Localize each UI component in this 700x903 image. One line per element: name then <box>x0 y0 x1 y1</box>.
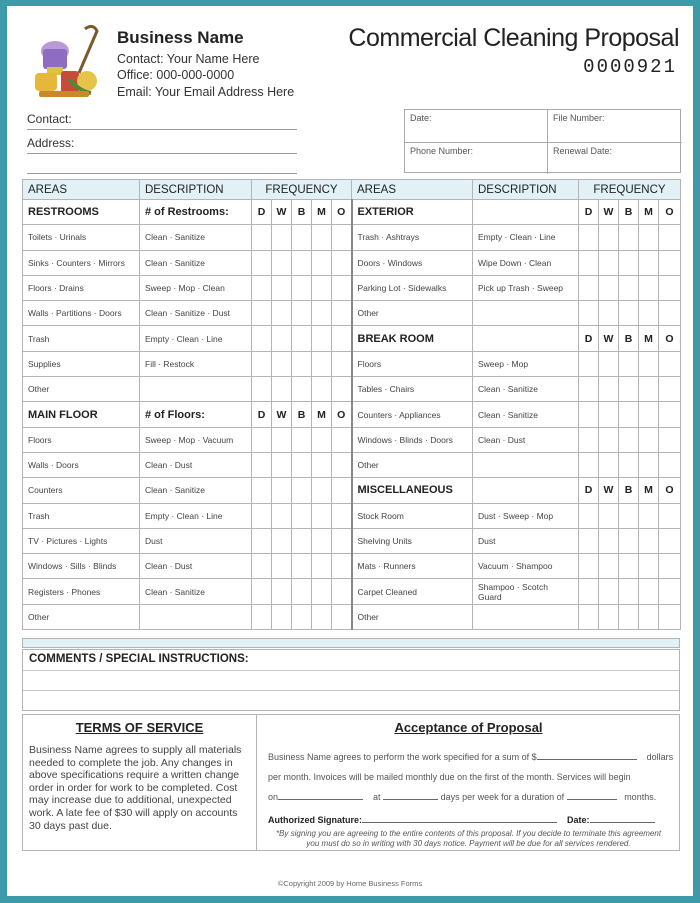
frequency-checkbox[interactable] <box>659 452 681 477</box>
frequency-checkbox[interactable] <box>332 554 352 579</box>
comments-title: COMMENTS / SPECIAL INSTRUCTIONS: <box>29 653 249 665</box>
frequency-checkbox[interactable] <box>639 402 659 427</box>
area-cell: Tables · Chairs <box>352 377 473 402</box>
frequency-letter: O <box>659 478 681 503</box>
frequency-checkbox[interactable] <box>292 225 312 250</box>
description-cell: Sweep · Mop · Vacuum <box>140 427 252 452</box>
frequency-checkbox[interactable] <box>619 427 639 452</box>
address-field[interactable]: Address: <box>27 136 297 154</box>
grid-row <box>23 351 681 376</box>
description-cell: Clean · Sanitize · Dust <box>140 301 252 326</box>
description-cell: Shampoo · Scotch Guard <box>473 579 579 604</box>
frequency-checkbox[interactable] <box>619 452 639 477</box>
frequency-letter: W <box>599 326 619 351</box>
area-cell: Floors <box>23 427 140 452</box>
description-header: DESCRIPTION <box>140 180 252 200</box>
frequency-letter: O <box>332 402 352 427</box>
frequency-checkbox[interactable] <box>272 427 292 452</box>
description-cell: Clean · Dust <box>140 452 252 477</box>
frequency-checkbox[interactable] <box>252 528 272 553</box>
renewal-date-field[interactable]: Renewal Date: <box>553 146 613 156</box>
grid-row <box>23 402 681 427</box>
frequency-checkbox[interactable] <box>579 452 599 477</box>
area-cell: Floors <box>352 351 473 376</box>
frequency-letter: B <box>292 200 312 225</box>
area-cell: Parking Lot · Sidewalks <box>352 275 473 300</box>
frequency-checkbox[interactable] <box>272 351 292 376</box>
frequency-checkbox[interactable] <box>252 250 272 275</box>
frequency-checkbox[interactable] <box>619 301 639 326</box>
acceptance-title: Acceptance of Proposal <box>394 720 543 735</box>
frequency-checkbox[interactable] <box>312 275 332 300</box>
frequency-checkbox[interactable] <box>659 427 681 452</box>
frequency-checkbox[interactable] <box>639 427 659 452</box>
proposal-number: 0000921 <box>583 56 677 78</box>
section-count-label: # of Restrooms: <box>140 200 252 225</box>
frequency-checkbox[interactable] <box>332 604 352 629</box>
description-cell: Clean · Dust <box>473 427 579 452</box>
section-heading: EXTERIOR <box>352 200 473 225</box>
area-cell: Shelving Units <box>352 528 473 553</box>
terms-and-acceptance <box>22 714 680 851</box>
frequency-letter: M <box>312 200 332 225</box>
frequency-checkbox[interactable] <box>312 377 332 402</box>
frequency-checkbox[interactable] <box>312 250 332 275</box>
frequency-checkbox[interactable] <box>579 427 599 452</box>
description-cell <box>140 604 252 629</box>
frequency-checkbox[interactable] <box>332 351 352 376</box>
frequency-checkbox[interactable] <box>619 351 639 376</box>
frequency-checkbox[interactable] <box>332 478 352 503</box>
grid-row <box>23 200 681 225</box>
frequency-checkbox[interactable] <box>292 452 312 477</box>
area-cell: Counters <box>23 478 140 503</box>
frequency-checkbox[interactable] <box>292 427 312 452</box>
frequency-letter: O <box>659 200 681 225</box>
frequency-checkbox[interactable] <box>639 554 659 579</box>
frequency-checkbox[interactable] <box>619 250 639 275</box>
description-cell: Clean · Sanitize <box>473 377 579 402</box>
area-cell: Windows · Blinds · Doors <box>352 427 473 452</box>
frequency-checkbox[interactable] <box>659 503 681 528</box>
start-date-field[interactable] <box>278 792 363 800</box>
terms-title: TERMS OF SERVICE <box>75 720 204 735</box>
grid-header-row <box>23 180 681 200</box>
frequency-checkbox[interactable] <box>292 503 312 528</box>
frequency-checkbox[interactable] <box>312 301 332 326</box>
frequency-checkbox[interactable] <box>292 326 312 351</box>
frequency-checkbox[interactable] <box>639 301 659 326</box>
frequency-checkbox[interactable] <box>619 275 639 300</box>
frequency-header: FREQUENCY <box>579 180 681 200</box>
frequency-checkbox[interactable] <box>332 326 352 351</box>
signature-line: Authorized Signature: Date: <box>268 815 655 825</box>
description-cell: Sweep · Mop <box>473 351 579 376</box>
frequency-checkbox[interactable] <box>599 377 619 402</box>
frequency-letter: W <box>272 200 292 225</box>
section-count-label <box>473 478 579 503</box>
frequency-checkbox[interactable] <box>252 604 272 629</box>
frequency-checkbox[interactable] <box>639 452 659 477</box>
frequency-checkbox[interactable] <box>579 301 599 326</box>
grid-footer-band <box>22 638 680 648</box>
frequency-checkbox[interactable] <box>579 579 599 604</box>
sum-field[interactable] <box>537 752 637 760</box>
frequency-checkbox[interactable] <box>292 478 312 503</box>
file-number-field[interactable]: File Number: <box>553 113 605 123</box>
area-cell: Other <box>23 377 140 402</box>
acceptance-line-3: on at days per week for a duration of months. <box>268 792 657 802</box>
description-cell: Empty · Clean · Line <box>473 225 579 250</box>
frequency-checkbox[interactable] <box>252 225 272 250</box>
frequency-letter: D <box>579 326 599 351</box>
frequency-checkbox[interactable] <box>252 452 272 477</box>
frequency-checkbox[interactable] <box>332 275 352 300</box>
area-cell: Supplies <box>23 351 140 376</box>
area-cell: Registers · Phones <box>23 579 140 604</box>
frequency-checkbox[interactable] <box>272 275 292 300</box>
section-heading: RESTROOMS <box>23 200 140 225</box>
frequency-checkbox[interactable] <box>312 579 332 604</box>
frequency-checkbox[interactable] <box>659 301 681 326</box>
description-cell <box>473 604 579 629</box>
areas-header: AREAS <box>23 180 140 200</box>
frequency-checkbox[interactable] <box>332 579 352 604</box>
grid-row <box>23 554 681 579</box>
frequency-checkbox[interactable] <box>332 250 352 275</box>
frequency-checkbox[interactable] <box>579 250 599 275</box>
grid-row <box>23 503 681 528</box>
frequency-checkbox[interactable] <box>332 528 352 553</box>
frequency-checkbox[interactable] <box>659 604 681 629</box>
frequency-checkbox[interactable] <box>332 225 352 250</box>
grid-row <box>23 478 681 503</box>
area-cell: Walls · Partitions · Doors <box>23 301 140 326</box>
contact-line: Contact: Your Name Here <box>117 52 260 66</box>
area-cell: Trash <box>23 326 140 351</box>
frequency-checkbox[interactable] <box>639 528 659 553</box>
frequency-checkbox[interactable] <box>332 377 352 402</box>
frequency-checkbox[interactable] <box>272 503 292 528</box>
frequency-letter: M <box>639 200 659 225</box>
frequency-checkbox[interactable] <box>639 351 659 376</box>
frequency-checkbox[interactable] <box>659 528 681 553</box>
area-cell: Sinks · Counters · Mirrors <box>23 250 140 275</box>
frequency-letter: M <box>312 402 332 427</box>
frequency-checkbox[interactable] <box>619 503 639 528</box>
description-cell: Clean · Sanitize <box>140 478 252 503</box>
description-cell: Fill · Restock <box>140 351 252 376</box>
description-cell: Clean · Sanitize <box>140 225 252 250</box>
description-cell <box>473 452 579 477</box>
frequency-checkbox[interactable] <box>292 275 312 300</box>
frequency-checkbox[interactable] <box>639 579 659 604</box>
frequency-checkbox[interactable] <box>659 554 681 579</box>
frequency-checkbox[interactable] <box>292 528 312 553</box>
description-cell: Dust <box>473 528 579 553</box>
frequency-letter: D <box>252 402 272 427</box>
frequency-checkbox[interactable] <box>332 503 352 528</box>
copyright: ©Copyright 2009 by Home Business Forms <box>277 879 423 888</box>
frequency-header: FREQUENCY <box>252 180 352 200</box>
signature-field[interactable] <box>362 815 557 823</box>
description-cell: Clean · Sanitize <box>140 250 252 275</box>
area-cell: Windows · Sills · Blinds <box>23 554 140 579</box>
frequency-checkbox[interactable] <box>292 301 312 326</box>
frequency-checkbox[interactable] <box>599 452 619 477</box>
acceptance-line-2: per month. Invoices will be mailed monthly due on the first of the month. Services will begin <box>268 772 631 782</box>
grid-row <box>23 275 681 300</box>
grid-row <box>23 301 681 326</box>
frequency-checkbox[interactable] <box>599 579 619 604</box>
frequency-checkbox[interactable] <box>619 579 639 604</box>
grid-row <box>23 452 681 477</box>
description-cell: Pick up Trash · Sweep <box>473 275 579 300</box>
frequency-checkbox[interactable] <box>312 427 332 452</box>
frequency-checkbox[interactable] <box>599 351 619 376</box>
frequency-checkbox[interactable] <box>619 402 639 427</box>
section-heading: MISCELLANEOUS <box>352 478 473 503</box>
frequency-checkbox[interactable] <box>252 301 272 326</box>
grid-row <box>23 604 681 629</box>
section-count-label <box>473 200 579 225</box>
area-cell: Trash <box>23 503 140 528</box>
frequency-checkbox[interactable] <box>659 351 681 376</box>
frequency-checkbox[interactable] <box>332 427 352 452</box>
frequency-checkbox[interactable] <box>579 554 599 579</box>
frequency-checkbox[interactable] <box>312 554 332 579</box>
frequency-letter: D <box>579 200 599 225</box>
section-count-label <box>473 326 579 351</box>
frequency-checkbox[interactable] <box>579 225 599 250</box>
grid-row <box>23 250 681 275</box>
frequency-letter: M <box>639 478 659 503</box>
frequency-checkbox[interactable] <box>619 554 639 579</box>
frequency-checkbox[interactable] <box>252 351 272 376</box>
frequency-checkbox[interactable] <box>579 402 599 427</box>
frequency-checkbox[interactable] <box>579 275 599 300</box>
description-cell <box>473 301 579 326</box>
frequency-checkbox[interactable] <box>292 351 312 376</box>
frequency-checkbox[interactable] <box>579 377 599 402</box>
area-cell: Walls · Doors <box>23 452 140 477</box>
areas-header: AREAS <box>352 180 473 200</box>
area-cell: TV · Pictures · Lights <box>23 528 140 553</box>
frequency-checkbox[interactable] <box>599 554 619 579</box>
grid-row <box>23 528 681 553</box>
area-cell: Carpet Cleaned <box>352 579 473 604</box>
frequency-letter: D <box>579 478 599 503</box>
frequency-checkbox[interactable] <box>579 528 599 553</box>
frequency-checkbox[interactable] <box>272 301 292 326</box>
description-cell: Empty · Clean · Line <box>140 326 252 351</box>
frequency-checkbox[interactable] <box>252 503 272 528</box>
frequency-letter: W <box>599 478 619 503</box>
frequency-checkbox[interactable] <box>292 250 312 275</box>
frequency-checkbox[interactable] <box>659 275 681 300</box>
frequency-checkbox[interactable] <box>599 275 619 300</box>
frequency-checkbox[interactable] <box>599 250 619 275</box>
frequency-checkbox[interactable] <box>272 579 292 604</box>
area-cell: Mats · Runners <box>352 554 473 579</box>
proposal-page <box>7 6 693 896</box>
area-cell: Floors · Drains <box>23 275 140 300</box>
address-field-line2[interactable] <box>27 156 297 174</box>
grid-row <box>23 225 681 250</box>
area-cell: Toilets · Urinals <box>23 225 140 250</box>
description-cell: Empty · Clean · Line <box>140 503 252 528</box>
frequency-checkbox[interactable] <box>252 377 272 402</box>
frequency-checkbox[interactable] <box>292 579 312 604</box>
duration-field[interactable] <box>567 792 617 800</box>
frequency-checkbox[interactable] <box>252 554 272 579</box>
frequency-checkbox[interactable] <box>659 377 681 402</box>
email-line: Email: Your Email Address Here <box>117 85 295 99</box>
frequency-checkbox[interactable] <box>332 301 352 326</box>
acceptance-line-1: Business Name agrees to perform the work specified for a sum of $ dollars <box>268 752 674 762</box>
frequency-checkbox[interactable] <box>579 351 599 376</box>
grid-row <box>23 579 681 604</box>
frequency-checkbox[interactable] <box>619 604 639 629</box>
frequency-checkbox[interactable] <box>272 554 292 579</box>
info-box <box>404 109 681 173</box>
description-cell: Dust · Sweep · Mop <box>473 503 579 528</box>
frequency-checkbox[interactable] <box>272 528 292 553</box>
frequency-checkbox[interactable] <box>312 326 332 351</box>
frequency-checkbox[interactable] <box>659 402 681 427</box>
description-cell: Dust <box>140 528 252 553</box>
frequency-checkbox[interactable] <box>312 452 332 477</box>
frequency-checkbox[interactable] <box>272 250 292 275</box>
frequency-checkbox[interactable] <box>639 225 659 250</box>
area-cell: Other <box>352 301 473 326</box>
frequency-checkbox[interactable] <box>292 604 312 629</box>
area-cell: Other <box>352 452 473 477</box>
section-count-label: # of Floors: <box>140 402 252 427</box>
date-field[interactable]: Date: <box>410 113 432 123</box>
contact-field[interactable]: Contact: <box>27 112 297 130</box>
area-cell: Stock Room <box>352 503 473 528</box>
frequency-letter: B <box>619 326 639 351</box>
frequency-checkbox[interactable] <box>599 604 619 629</box>
frequency-letter: D <box>252 200 272 225</box>
frequency-checkbox[interactable] <box>639 604 659 629</box>
frequency-checkbox[interactable] <box>272 452 292 477</box>
frequency-letter: W <box>599 200 619 225</box>
frequency-letter: W <box>272 402 292 427</box>
frequency-checkbox[interactable] <box>659 225 681 250</box>
description-cell: Clean · Sanitize <box>140 579 252 604</box>
frequency-checkbox[interactable] <box>599 225 619 250</box>
description-cell: Clean · Dust <box>140 554 252 579</box>
area-cell: Counters · Appliances <box>352 402 473 427</box>
frequency-checkbox[interactable] <box>272 478 292 503</box>
frequency-checkbox[interactable] <box>272 326 292 351</box>
frequency-checkbox[interactable] <box>639 275 659 300</box>
frequency-checkbox[interactable] <box>599 402 619 427</box>
frequency-checkbox[interactable] <box>639 250 659 275</box>
section-heading: BREAK ROOM <box>352 326 473 351</box>
frequency-checkbox[interactable] <box>252 579 272 604</box>
frequency-checkbox[interactable] <box>292 554 312 579</box>
grid-row <box>23 326 681 351</box>
frequency-checkbox[interactable] <box>312 503 332 528</box>
phone-number-field[interactable]: Phone Number: <box>410 146 474 156</box>
frequency-checkbox[interactable] <box>292 377 312 402</box>
office-line: Office: 000-000-0000 <box>117 68 235 82</box>
description-cell: Vacuum · Shampoo <box>473 554 579 579</box>
frequency-checkbox[interactable] <box>272 604 292 629</box>
frequency-checkbox[interactable] <box>639 377 659 402</box>
frequency-checkbox[interactable] <box>619 528 639 553</box>
description-cell <box>140 377 252 402</box>
frequency-checkbox[interactable] <box>252 326 272 351</box>
frequency-checkbox[interactable] <box>272 225 292 250</box>
grid-row <box>23 377 681 402</box>
terms-text: Business Name agrees to supply all materials needed to complete the job. Any changes in above specifications require a written change order in order for work to be completed. Cost may increase due to additional, unexpected work. A late fee of $30 will apply on accounts 30 days past due. <box>29 744 242 832</box>
frequency-checkbox[interactable] <box>579 604 599 629</box>
frequency-checkbox[interactable] <box>332 452 352 477</box>
description-cell: Sweep · Mop · Clean <box>140 275 252 300</box>
document-title: Commercial Cleaning Proposal <box>348 24 679 52</box>
frequency-checkbox[interactable] <box>312 478 332 503</box>
frequency-checkbox[interactable] <box>252 427 272 452</box>
frequency-checkbox[interactable] <box>639 503 659 528</box>
frequency-checkbox[interactable] <box>599 528 619 553</box>
frequency-checkbox[interactable] <box>619 377 639 402</box>
frequency-checkbox[interactable] <box>619 225 639 250</box>
frequency-checkbox[interactable] <box>659 250 681 275</box>
area-cell: Other <box>352 604 473 629</box>
frequency-letter: O <box>332 200 352 225</box>
frequency-checkbox[interactable] <box>579 503 599 528</box>
fine-print-1: *By signing you are agreeing to the entire contents of this proposal. If you decide to terminate this agreement <box>275 829 662 838</box>
frequency-letter: B <box>619 478 639 503</box>
area-cell: Doors · Windows <box>352 250 473 275</box>
frequency-checkbox[interactable] <box>659 579 681 604</box>
frequency-letter: B <box>292 402 312 427</box>
frequency-letter: O <box>659 326 681 351</box>
signature-date-field[interactable] <box>590 815 655 823</box>
frequency-letter: M <box>639 326 659 351</box>
area-cell: Other <box>23 604 140 629</box>
grid-row <box>23 427 681 452</box>
description-header: DESCRIPTION <box>473 180 579 200</box>
frequency-checkbox[interactable] <box>312 225 332 250</box>
frequency-checkbox[interactable] <box>312 604 332 629</box>
business-name: Business Name <box>117 28 244 47</box>
frequency-checkbox[interactable] <box>599 503 619 528</box>
frequency-checkbox[interactable] <box>599 427 619 452</box>
cleaning-supplies-icon <box>27 21 107 103</box>
comments-box[interactable] <box>22 649 680 711</box>
time-field[interactable] <box>383 792 438 800</box>
frequency-checkbox[interactable] <box>312 351 332 376</box>
area-cell: Trash · Ashtrays <box>352 225 473 250</box>
frequency-letter: B <box>619 200 639 225</box>
frequency-checkbox[interactable] <box>599 301 619 326</box>
section-heading: MAIN FLOOR <box>23 402 140 427</box>
frequency-checkbox[interactable] <box>252 478 272 503</box>
frequency-checkbox[interactable] <box>272 377 292 402</box>
frequency-checkbox[interactable] <box>252 275 272 300</box>
fine-print-2: you must do so in writing with 30 days notice. Payment will be due for all services rendered. <box>306 839 631 848</box>
frequency-checkbox[interactable] <box>312 528 332 553</box>
description-cell: Wipe Down · Clean <box>473 250 579 275</box>
description-cell: Clean · Sanitize <box>473 402 579 427</box>
service-grid <box>22 179 681 630</box>
